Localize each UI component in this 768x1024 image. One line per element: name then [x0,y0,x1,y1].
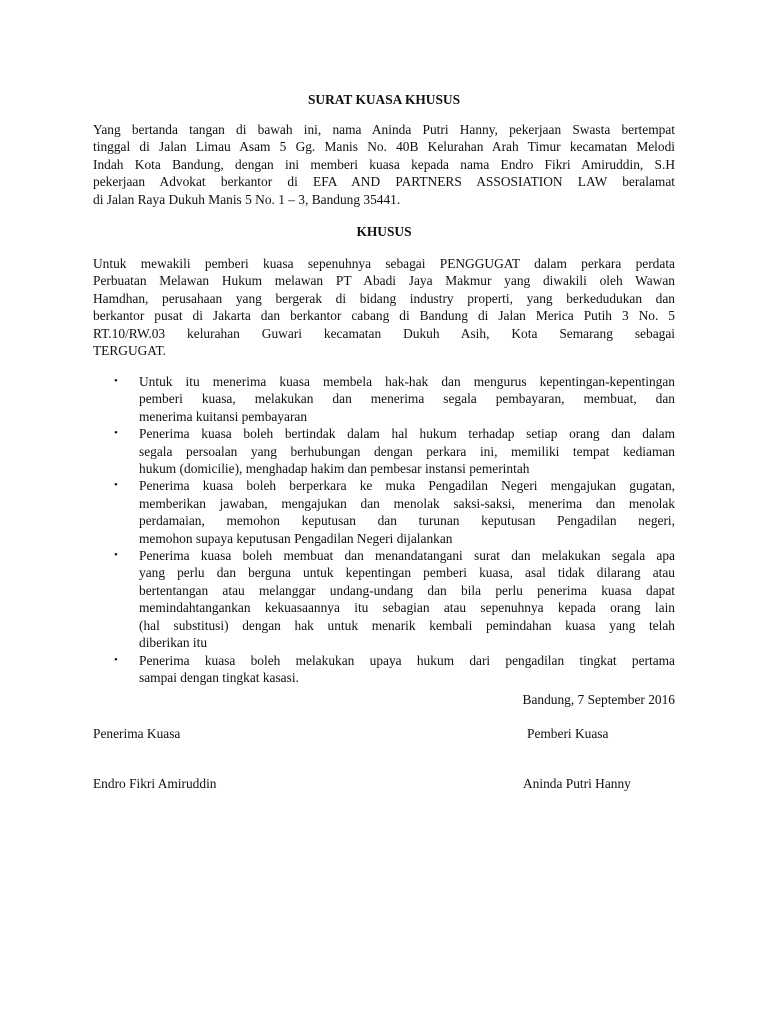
grantor-role-label: Pemberi Kuasa [527,726,609,741]
bullet-icon: • [114,375,118,387]
document-title: SURAT KUASA KHUSUS [307,92,461,107]
authority-list [0,373,768,686]
list-item-line: Penerima kuasa boleh bertindak dalam hal hukum terhadap setiap orang dan dalam [139,426,675,442]
list-item-text [139,425,675,477]
list-item [0,547,768,651]
list-item-line: segala persoalan yang berhubungan dengan perkara ini, memiliki tempat kediaman [139,443,675,459]
intro-line: tinggal di Jalan Limau Asam 5 Gg. Manis No. 40B Kelurahan Arah Timur kecamatan Melodi [93,139,675,155]
body-line: Hamdhan, perusahaan yang bergerak di bidang industry properti, yang berkedudukan dan [93,290,675,306]
list-item-line: menerima kuitansi pembayaran [139,408,308,424]
place-date: Bandung, 7 September 2016 [522,692,675,707]
list-item-line: Untuk itu menerima kuasa membela hak-hak dan mengurus kepentingan-kepentingan [139,374,675,389]
list-item-line: Penerima kuasa boleh melakukan upaya hukum dari pengadilan tingkat pertama [139,652,675,668]
recipient-role-label: Penerima Kuasa [93,726,181,741]
list-item-text [139,652,675,687]
list-item-line: memohon supaya keputusan Pengadilan Negeri dijalankan [139,530,453,546]
intro-line: pekerjaan Advokat berkantor di EFA AND PARTNERS ASSOSIATION LAW beralamat [93,174,675,190]
body-line: RT.10/RW.03 kelurahan Guwari kecamatan Dukuh Asih, Kota Semarang sebagai [93,325,675,341]
list-item-line: hukum (domicilie), menghadap hakim dan pembesar instansi pemerintah [139,461,530,477]
intro-line: di Jalan Raya Dukuh Manis 5 No. 1 – 3, Bandung 35441. [93,191,401,207]
bullet-icon: • [114,653,118,666]
intro-line: Yang bertanda tangan di bawah ini, nama Aninda Putri Hanny, pekerjaan Swasta bertempat [93,122,675,137]
recipient-name: Endro Fikri Amiruddin [93,776,217,791]
list-item-line: sampai dengan tingkat kasasi. [139,669,299,685]
section-heading: KHUSUS [356,224,412,239]
list-item-line: perdamaian, memohon keputusan dan turunan keputusan Pengadilan negeri, [139,513,675,529]
list-item-text [139,477,675,547]
body-line: TERGUGAT. [93,343,167,359]
list-item-line: memberikan jawaban, mengajukan dan menolak saksi-saksi, menerima dan menolak [139,495,675,511]
bullet-icon: • [114,549,118,562]
list-item-line: Penerima kuasa boleh membuat dan menandatangani surat dan melakukan segala apa [139,548,675,564]
grantor-name: Aninda Putri Hanny [523,776,631,791]
list-item-line: Penerima kuasa boleh berperkara ke muka Pengadilan Negeri mengajukan gugatan, [139,478,675,494]
bullet-icon: • [114,479,118,492]
list-item-line: memindahtangankan kekuasaannya itu sebagian atau sepenuhnya kepada orang lain [139,600,675,616]
list-item [0,477,768,547]
list-item [0,373,768,425]
list-item [0,652,768,687]
list-item-text [139,547,675,651]
body-line: berkantor pusat di Jakarta dan berkantor cabang di Bandung di Jalan Merica Putih 3 No. 5 [93,308,675,324]
list-item-line: diberikan itu [139,635,208,651]
body-paragraph [93,255,675,359]
intro-paragraph [93,121,675,208]
list-item-line: yang perlu dan berguna untuk kepentingan pemberi kuasa, asal tidak dilarang atau [139,565,675,581]
list-item-line: bertentangan atau melanggar undang-undang dan bila perlu penerima kuasa dapat [139,582,675,598]
list-item [0,425,768,477]
list-item-text [139,373,675,425]
body-line: Perbuatan Melawan Hukum melawan PT Abadi Jaya Makmur yang diwakili oleh Wawan [93,273,675,289]
list-item-line: (hal substitusi) dengan hak untuk menarik kembali pemindahan kuasa yang telah [139,617,675,633]
bullet-icon: • [114,427,118,440]
intro-line: Indah Kota Bandung, dengan ini memberi kuasa kepada nama Endro Fikri Amiruddin, S.H [93,156,675,172]
list-item-line: pemberi kuasa, melakukan dan menerima segala pembayaran, membuat, dan [139,391,675,407]
body-line: Untuk mewakili pemberi kuasa sepenuhnya sebagai PENGGUGAT dalam perkara perdata [93,256,675,271]
